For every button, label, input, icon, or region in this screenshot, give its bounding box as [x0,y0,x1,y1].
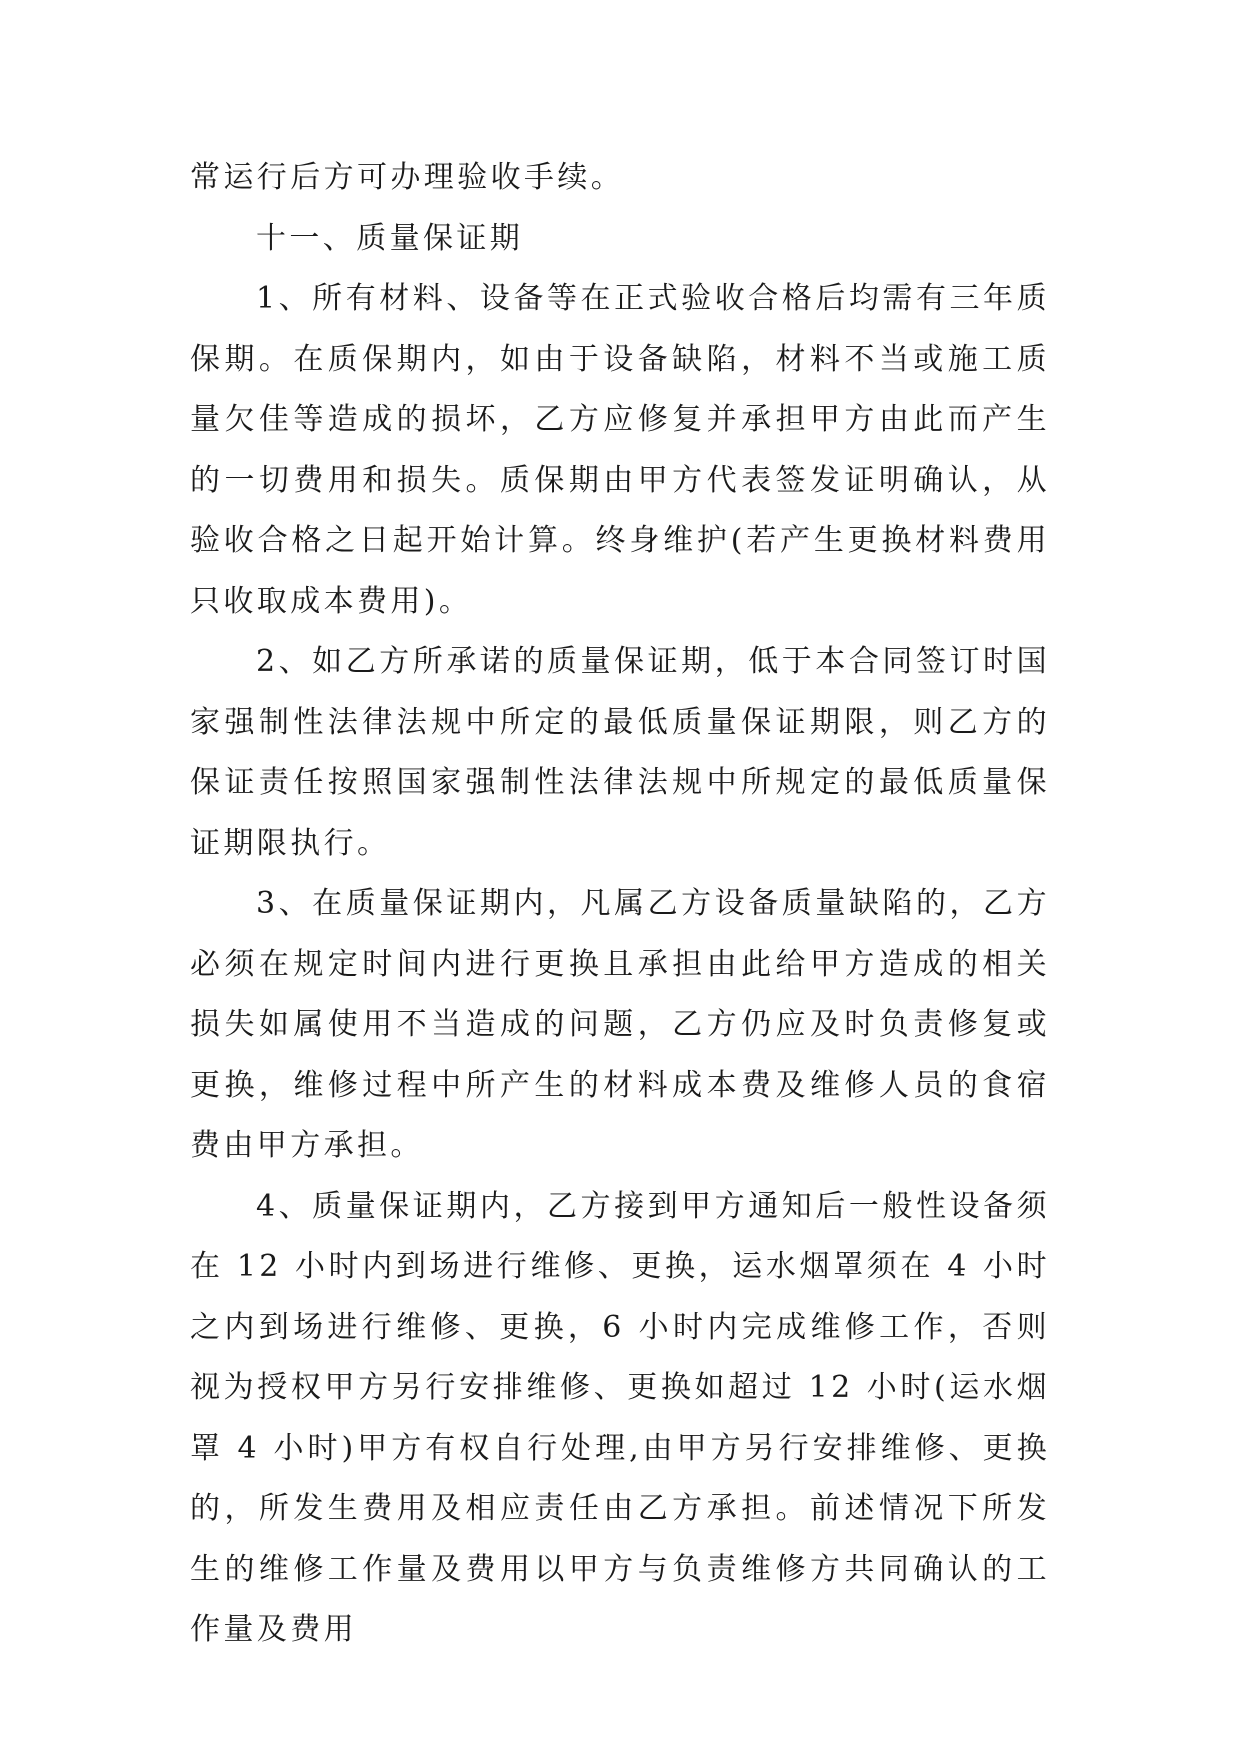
paragraph-clause-3: 3、在质量保证期内，凡属乙方设备质量缺陷的，乙方必须在规定时间内进行更换且承担由此给甲方造成的相关损失如属使用不当造成的问题，乙方仍应及时负责修复或更换，维修过程中所产生的材料成本费及维修人员的食宿费由甲方承担。 [190,886,1050,1163]
paragraph-clause-4: 4、质量保证期内，乙方接到甲方通知后一般性设备须在 12 小时内到场进行维修、更换，运水烟罩须在 4 小时之内到场进行维修、更换，6 小时内完成维修工作，否则视为授权甲方另行安排维修、更换如超过 12 小时(运水烟罩 4 小时)甲方有权自行处理,由甲方另行安排维修、更换的，所发生费用及相应责任由乙方承担。前述情况下所发生的维修工作量及费用以甲方与负责维修方共同确认的工作量及费用 [190,1188,1050,1647]
paragraph-clause-2: 2、如乙方所承诺的质量保证期，低于本合同签订时国家强制性法律法规中所定的最低质量保证期限，则乙方的保证责任按照国家强制性法律法规中所规定的最低质量保证期限执行。 [190,644,1050,861]
paragraph-clause-1: 1、所有材料、设备等在正式验收合格后均需有三年质保期。在质保期内，如由于设备缺陷，材料不当或施工质量欠佳等造成的损坏，乙方应修复并承担甲方由此而产生的一切费用和损失。质保期由甲方代表签发证明确认，从验收合格之日起开始计算。终身维护(若产生更换材料费用只收取成本费用)。 [190,281,1050,619]
paragraph-continuation: 常运行后方可办理验收手续。 [190,160,625,195]
section-heading-quality-warranty: 十一、质量保证期 [256,220,524,256]
document-body [190,148,1050,1661]
